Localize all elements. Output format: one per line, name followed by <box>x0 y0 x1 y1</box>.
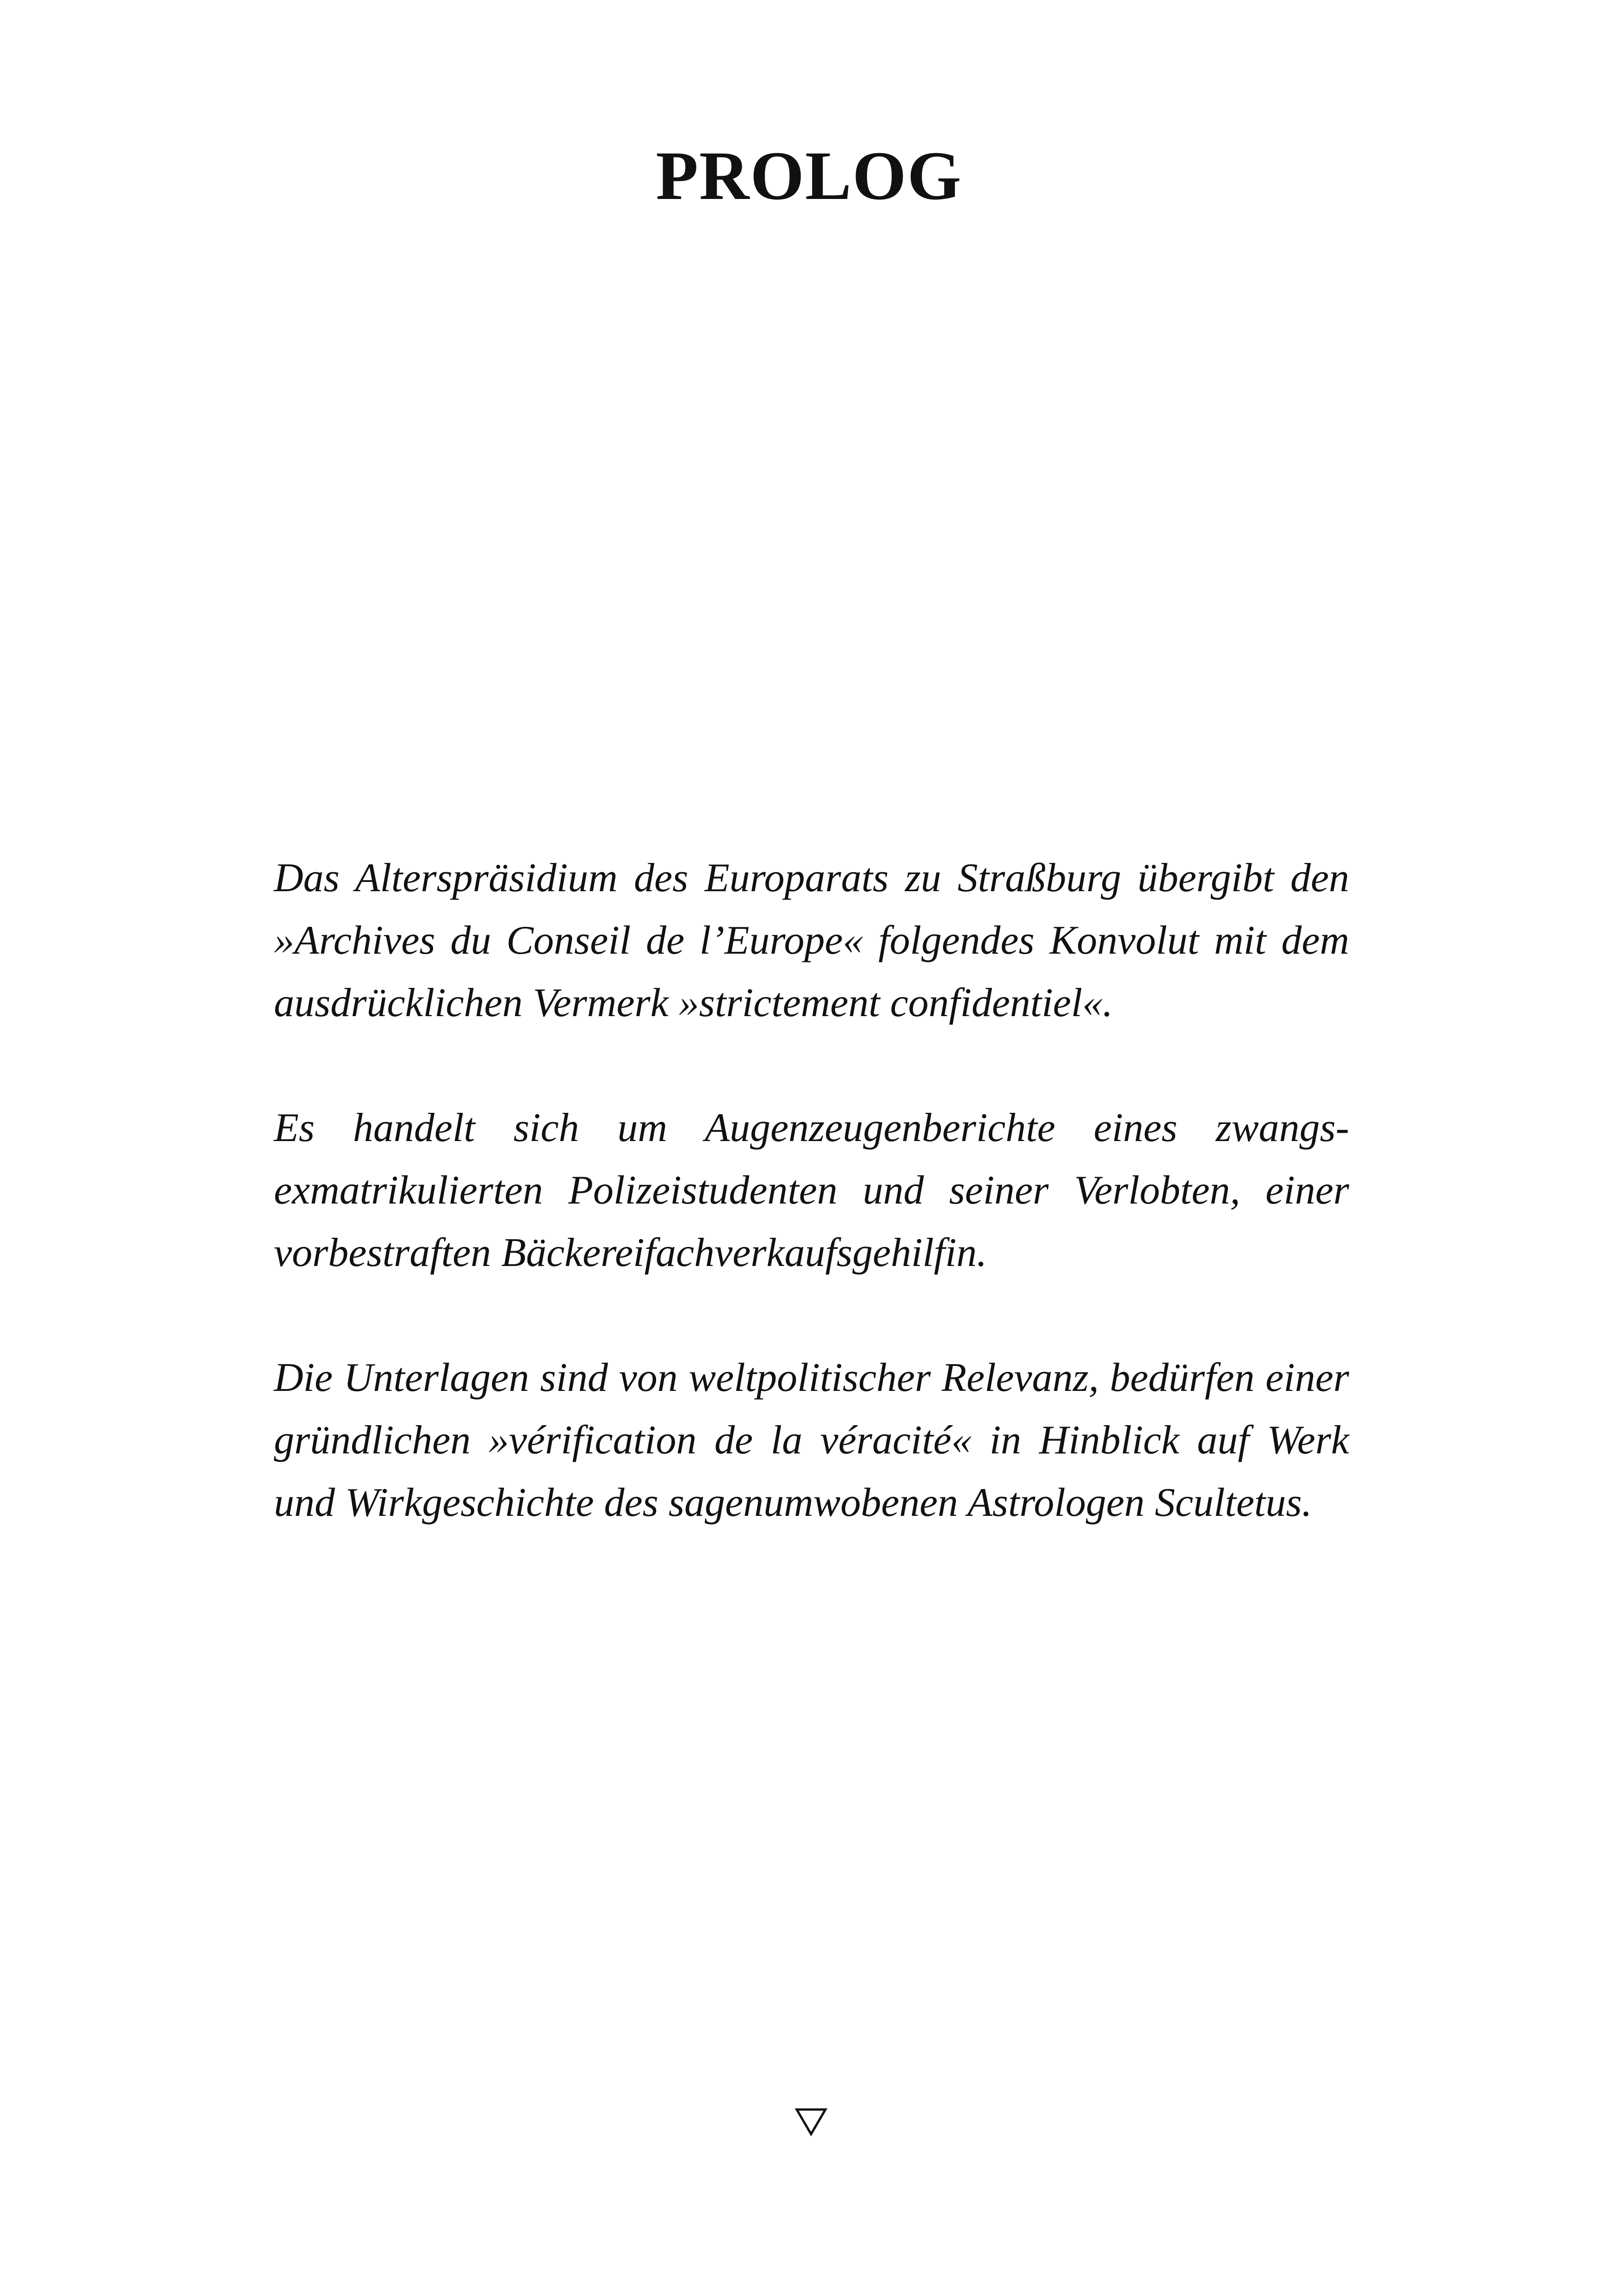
down-triangle-outline-icon <box>795 2108 827 2136</box>
paragraph-2 <box>274 1097 1349 1284</box>
prolog-text <box>274 847 1349 1596</box>
text-line: gründlichen »vérification de la véracité« in Hinblick auf Werk <box>274 1418 1349 1463</box>
text-line: exmatrikulierten Polizeistudenten und seiner Verlobten, einer <box>274 1168 1349 1213</box>
paragraph-1 <box>274 847 1349 1034</box>
text-line: und Wirkgeschichte des sagenumwobenen Astrologen Scultetus. <box>274 1480 1312 1525</box>
text-line: Das Alterspräsidium des Europarats zu Straßburg übergibt den <box>274 856 1349 900</box>
text-line: ausdrücklichen Vermerk »strictement confidentiel«. <box>274 980 1113 1025</box>
text-line: Es handelt sich um Augenzeugenberichte eines zwangs- <box>274 1105 1349 1150</box>
page-title: PROLOG <box>656 137 962 214</box>
paragraph-3 <box>274 1347 1349 1534</box>
text-line: »Archives du Conseil de l’Europe« folgendes Konvolut mit dem <box>274 918 1349 963</box>
text-line: Die Unterlagen sind von weltpolitischer Relevanz, bedürfen einer <box>274 1355 1349 1400</box>
text-line: vorbestraften Bäckereifachverkaufsgehilfin. <box>274 1230 987 1275</box>
